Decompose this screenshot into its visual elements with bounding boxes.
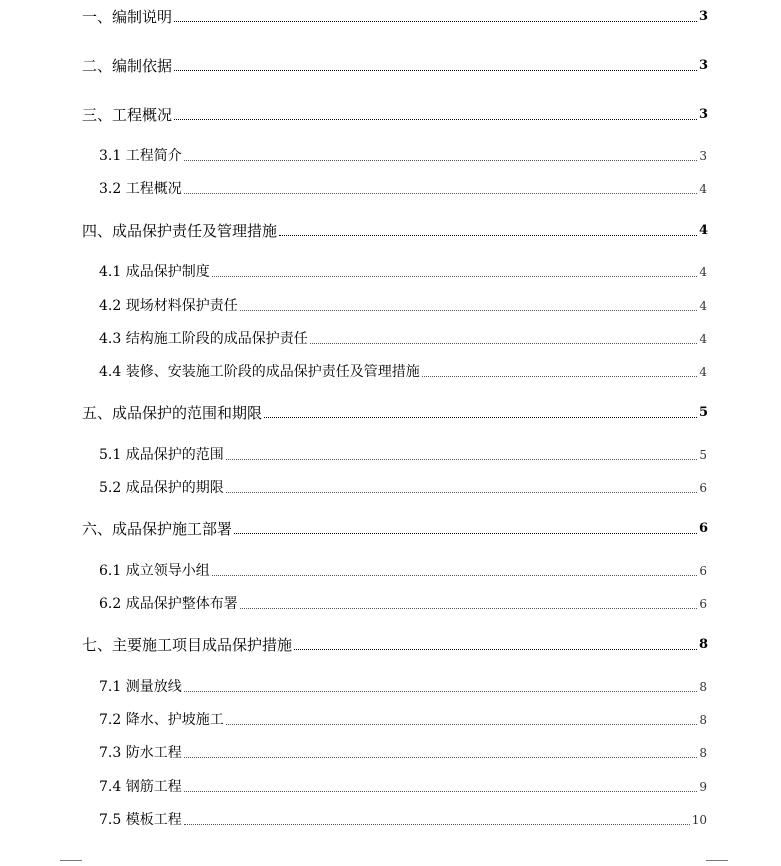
toc-subentry[interactable] xyxy=(99,361,707,381)
toc-entry-page: 4 xyxy=(699,332,707,346)
toc-entry-title: 7.1 测量放线 xyxy=(99,679,182,695)
toc-subentry[interactable] xyxy=(99,261,707,281)
dot-leader xyxy=(294,649,697,650)
toc-entry-page: 4 xyxy=(698,223,708,238)
toc-subentry[interactable] xyxy=(99,328,707,348)
toc-entry-page: 8 xyxy=(699,713,707,727)
toc-entry-title: 6.1 成立领导小组 xyxy=(99,563,210,579)
toc-subentry[interactable] xyxy=(99,709,707,729)
toc-entry-title: 6.2 成品保护整体布署 xyxy=(99,596,238,612)
toc-entry-page: 8 xyxy=(698,637,708,652)
toc-entry[interactable] xyxy=(82,634,708,654)
dot-leader xyxy=(240,310,698,311)
toc-subentry[interactable] xyxy=(99,776,707,796)
toc-entry-title: 4.3 结构施工阶段的成品保护责任 xyxy=(99,331,308,347)
toc-entry-page: 4 xyxy=(699,365,707,379)
dot-leader xyxy=(240,608,698,609)
toc-subentry[interactable] xyxy=(99,444,707,464)
toc-subentry[interactable] xyxy=(99,560,707,580)
toc-entry[interactable] xyxy=(82,6,708,26)
dot-leader xyxy=(174,119,697,120)
toc-entry-page: 4 xyxy=(699,299,707,313)
toc-entry-title: 六、成品保护施工部署 xyxy=(82,520,233,538)
toc-entry-page: 4 xyxy=(699,265,707,279)
toc-subentry[interactable] xyxy=(99,145,707,165)
dot-leader xyxy=(184,193,698,194)
toc-entry-title: 七、主要施工项目成品保护措施 xyxy=(82,636,293,654)
dot-leader xyxy=(226,492,698,493)
toc-entry-page: 6 xyxy=(699,564,707,578)
toc-entry-title: 二、编制依据 xyxy=(82,57,173,75)
dot-leader xyxy=(184,824,690,825)
toc-subentry[interactable] xyxy=(99,295,707,315)
toc-entry-title: 7.2 降水、护坡施工 xyxy=(99,712,224,728)
toc-subentry[interactable] xyxy=(99,178,707,198)
dot-leader xyxy=(212,575,698,576)
toc-entry[interactable] xyxy=(82,104,708,124)
toc-entry-page: 3 xyxy=(699,149,707,163)
toc-entry-title: 一、编制说明 xyxy=(82,8,173,26)
toc-entry-title: 4.4 装修、安装施工阶段的成品保护责任及管理措施 xyxy=(99,364,420,380)
toc-entry-title: 5.2 成品保护的期限 xyxy=(99,480,224,496)
toc-entry-page: 3 xyxy=(698,107,708,122)
page-corner-mark-right xyxy=(706,860,728,861)
dot-leader xyxy=(212,276,698,277)
toc-entry-title: 五、成品保护的范围和期限 xyxy=(82,404,263,422)
toc-entry-page: 5 xyxy=(699,448,707,462)
dot-leader xyxy=(184,791,698,792)
toc-entry-page: 3 xyxy=(698,9,708,24)
dot-leader xyxy=(184,691,698,692)
toc-subentry[interactable] xyxy=(99,809,707,829)
toc-entry-title: 7.4 钢筋工程 xyxy=(99,779,182,795)
toc-entry[interactable] xyxy=(82,220,708,240)
toc-entry-title: 7.3 防水工程 xyxy=(99,745,182,761)
dot-leader xyxy=(226,724,698,725)
toc-entry[interactable] xyxy=(82,402,708,422)
toc-subentry[interactable] xyxy=(99,477,707,497)
toc-entry-title: 5.1 成品保护的范围 xyxy=(99,447,224,463)
toc-entry[interactable] xyxy=(82,518,708,538)
dot-leader xyxy=(184,757,698,758)
toc-entry-page: 6 xyxy=(698,521,708,536)
toc-entry-page: 6 xyxy=(699,597,707,611)
toc-subentry[interactable] xyxy=(99,593,707,613)
toc-entry[interactable] xyxy=(82,55,708,75)
toc-entry-title: 三、工程概况 xyxy=(82,106,173,124)
toc-entry-title: 3.2 工程概况 xyxy=(99,181,182,197)
dot-leader xyxy=(279,235,697,236)
toc-entry-page: 4 xyxy=(699,182,707,196)
dot-leader xyxy=(234,533,697,534)
dot-leader xyxy=(174,70,697,71)
toc-entry-page: 8 xyxy=(699,680,707,694)
dot-leader xyxy=(422,376,698,377)
toc-entry-title: 四、成品保护责任及管理措施 xyxy=(82,222,278,240)
toc-entry-page: 6 xyxy=(699,481,707,495)
toc-entry-page: 8 xyxy=(699,746,707,760)
toc-entry-title: 4.1 成品保护制度 xyxy=(99,264,210,280)
toc-entry-title: 7.5 模板工程 xyxy=(99,812,182,828)
dot-leader xyxy=(174,21,697,22)
toc-subentry[interactable] xyxy=(99,676,707,696)
toc-subentry[interactable] xyxy=(99,742,707,762)
dot-leader xyxy=(264,417,697,418)
toc-entry-title: 4.2 现场材料保护责任 xyxy=(99,298,238,314)
dot-leader xyxy=(184,160,698,161)
toc-entry-title: 3.1 工程简介 xyxy=(99,148,182,164)
dot-leader xyxy=(310,343,698,344)
toc-entry-page: 9 xyxy=(699,780,707,794)
page-corner-mark-left xyxy=(60,860,82,861)
toc-entry-page: 3 xyxy=(698,58,708,73)
dot-leader xyxy=(226,459,698,460)
toc-entry-page: 5 xyxy=(698,405,708,420)
toc-entry-page: 10 xyxy=(691,813,707,827)
